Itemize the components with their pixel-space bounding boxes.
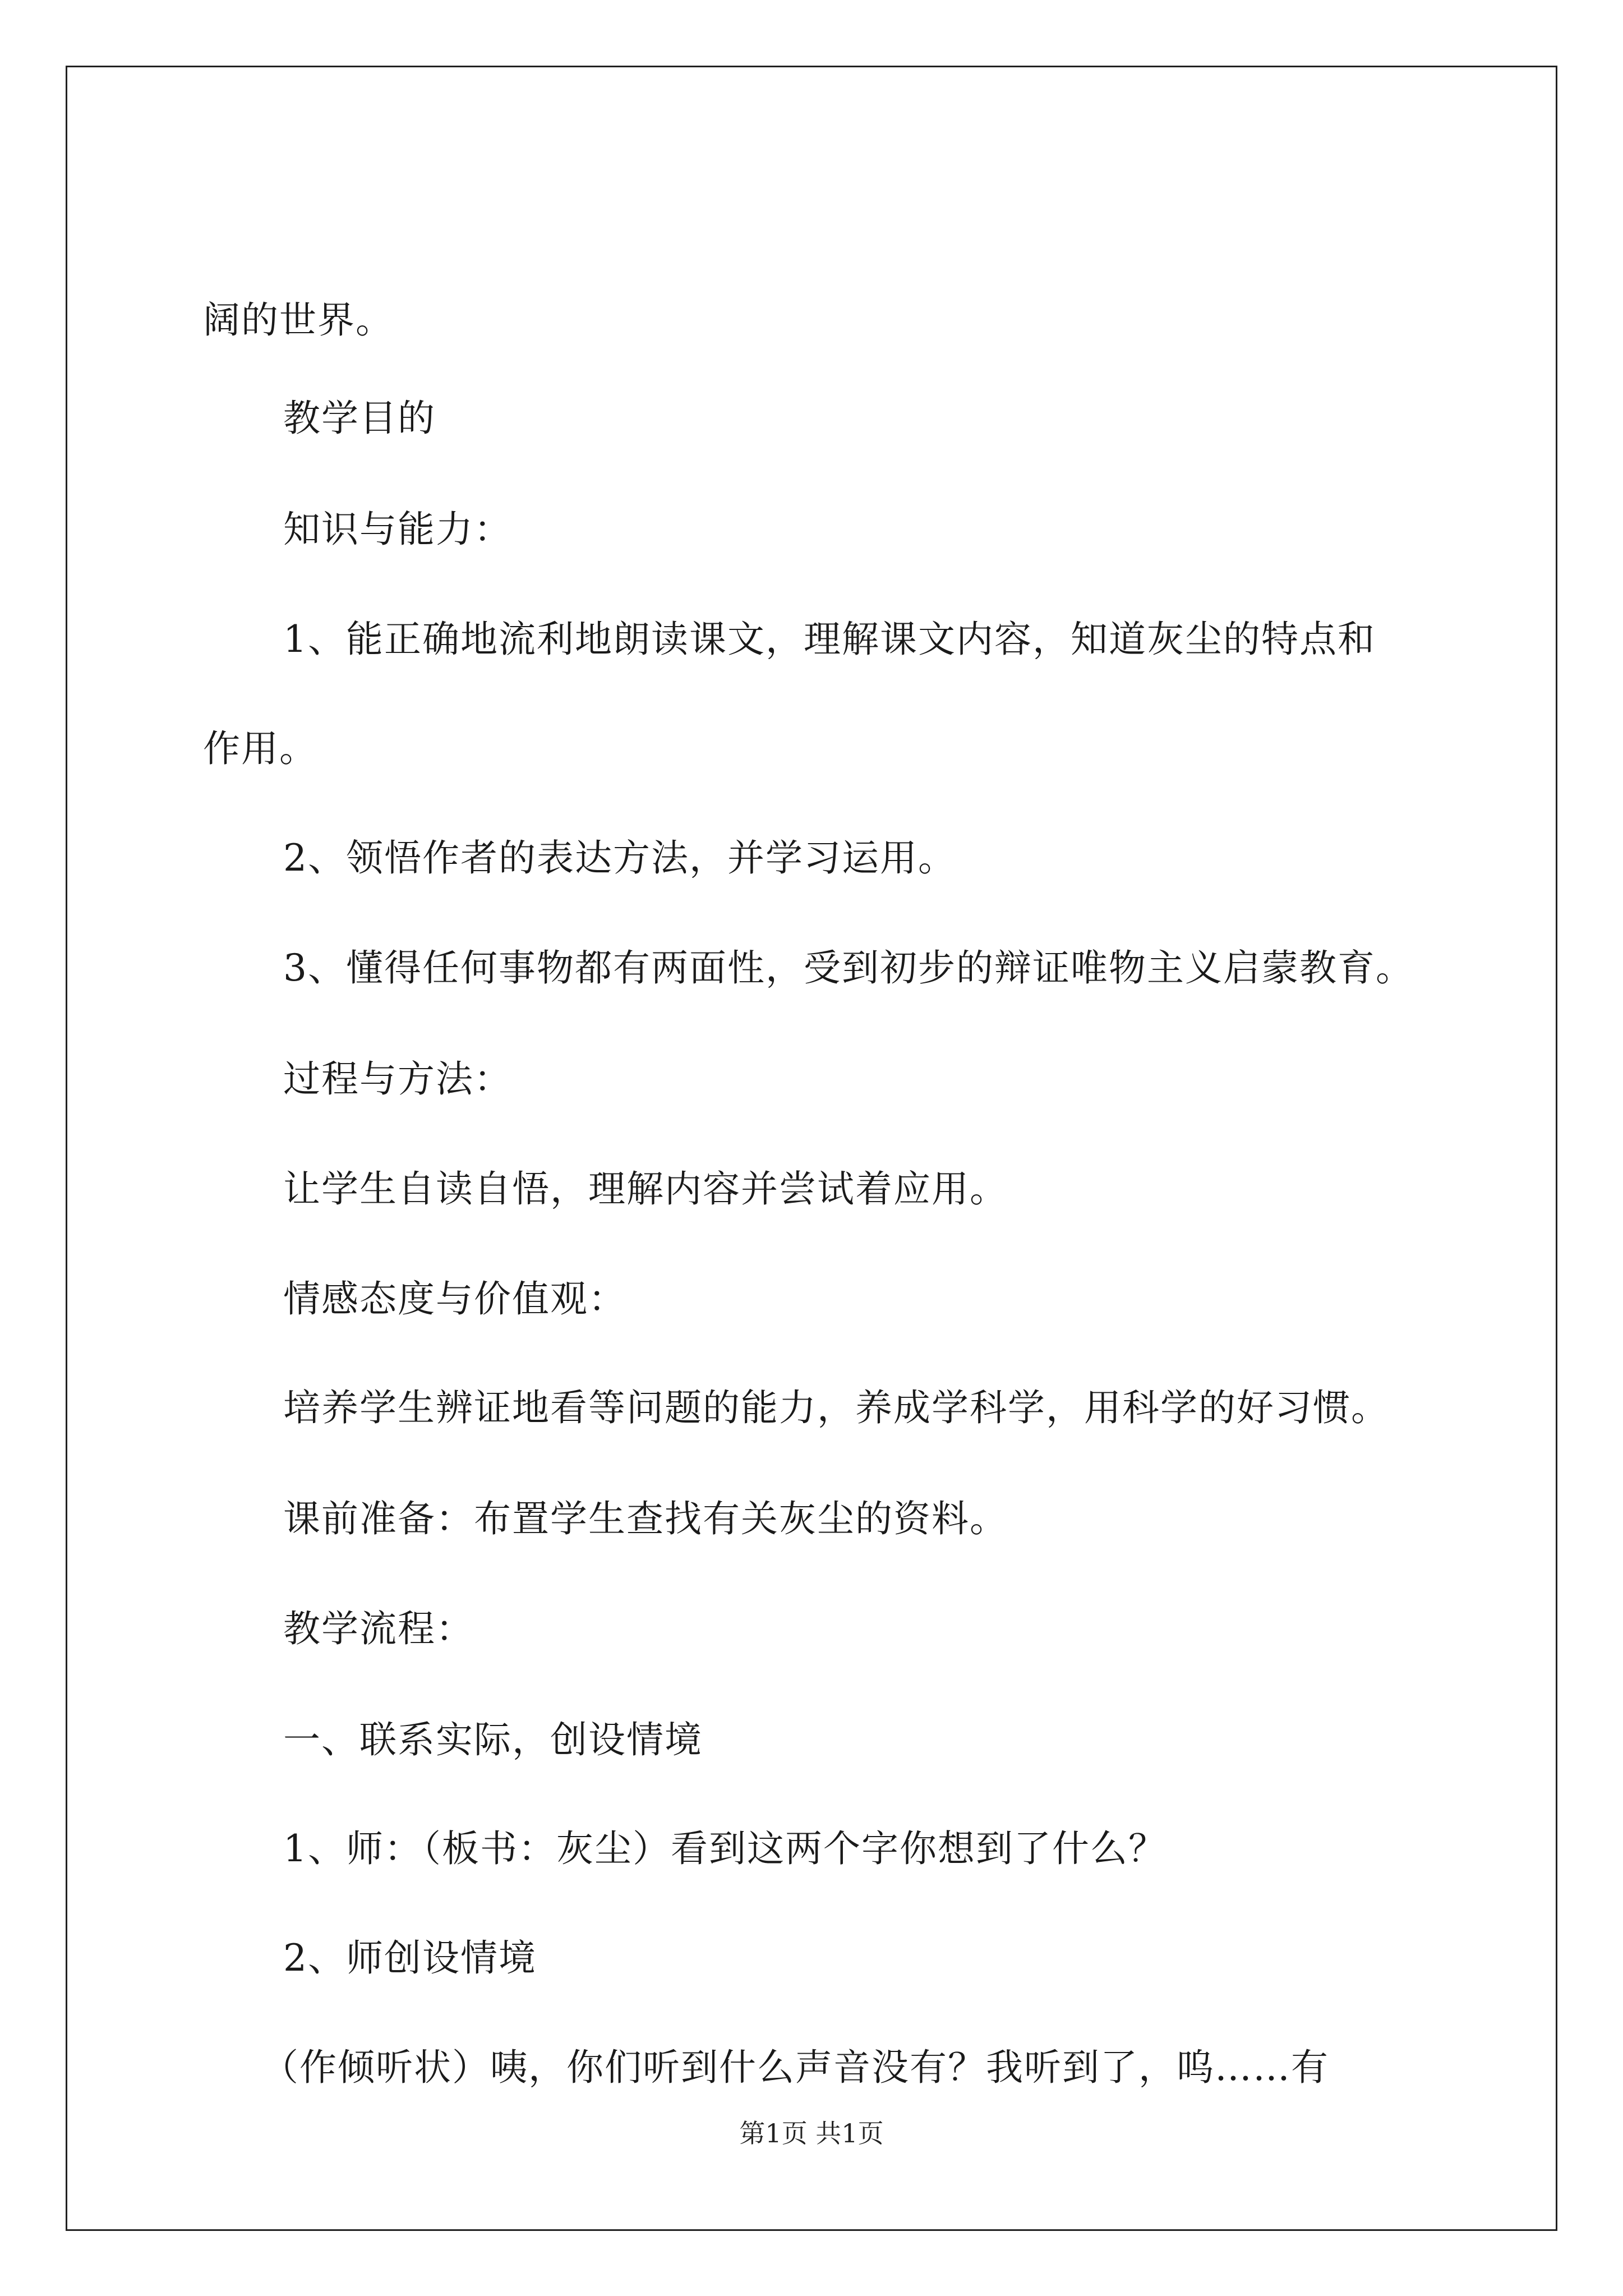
section-heading: 教学目的	[283, 397, 436, 440]
document-body	[67, 67, 1556, 2229]
list-item: 1、师：（板书：灰尘）看到这两个字你想到了什么？	[283, 1827, 1166, 1870]
text-line: 作用。	[203, 727, 317, 770]
paragraph: 培养学生辨证地看等问题的能力，养成学科学，用科学的好习惯。	[283, 1386, 1389, 1429]
list-item: 2、领悟作者的表达方法，并学习运用。	[283, 836, 956, 880]
subsection-heading: 知识与能力：	[283, 508, 512, 551]
section-heading: 教学流程：	[283, 1607, 474, 1650]
list-item: 2、师创设情境	[283, 1936, 537, 1980]
list-item: 3、懂得任何事物都有两面性，受到初步的辩证唯物主义启蒙教育。	[283, 946, 1414, 990]
list-item: 1、能正确地流利地朗读课文，理解课文内容，知道灰尘的特点和	[283, 618, 1376, 661]
section-heading: 一、联系实际，创设情境	[283, 1718, 703, 1761]
paragraph: （作倾听状）咦，你们听到什么声音没有？我听到了，呜……有	[261, 2046, 1329, 2089]
page-frame	[66, 66, 1557, 2231]
page-number-footer: 第1页 共1页	[739, 2118, 884, 2148]
text-line: 阔的世界。	[203, 298, 394, 342]
subsection-heading: 过程与方法：	[283, 1057, 512, 1101]
paragraph: 让学生自读自悟，理解内容并尝试着应用。	[283, 1167, 1008, 1211]
paragraph: 课前准备：布置学生查找有关灰尘的资料。	[283, 1497, 1008, 1540]
subsection-heading: 情感态度与价值观：	[283, 1277, 626, 1320]
